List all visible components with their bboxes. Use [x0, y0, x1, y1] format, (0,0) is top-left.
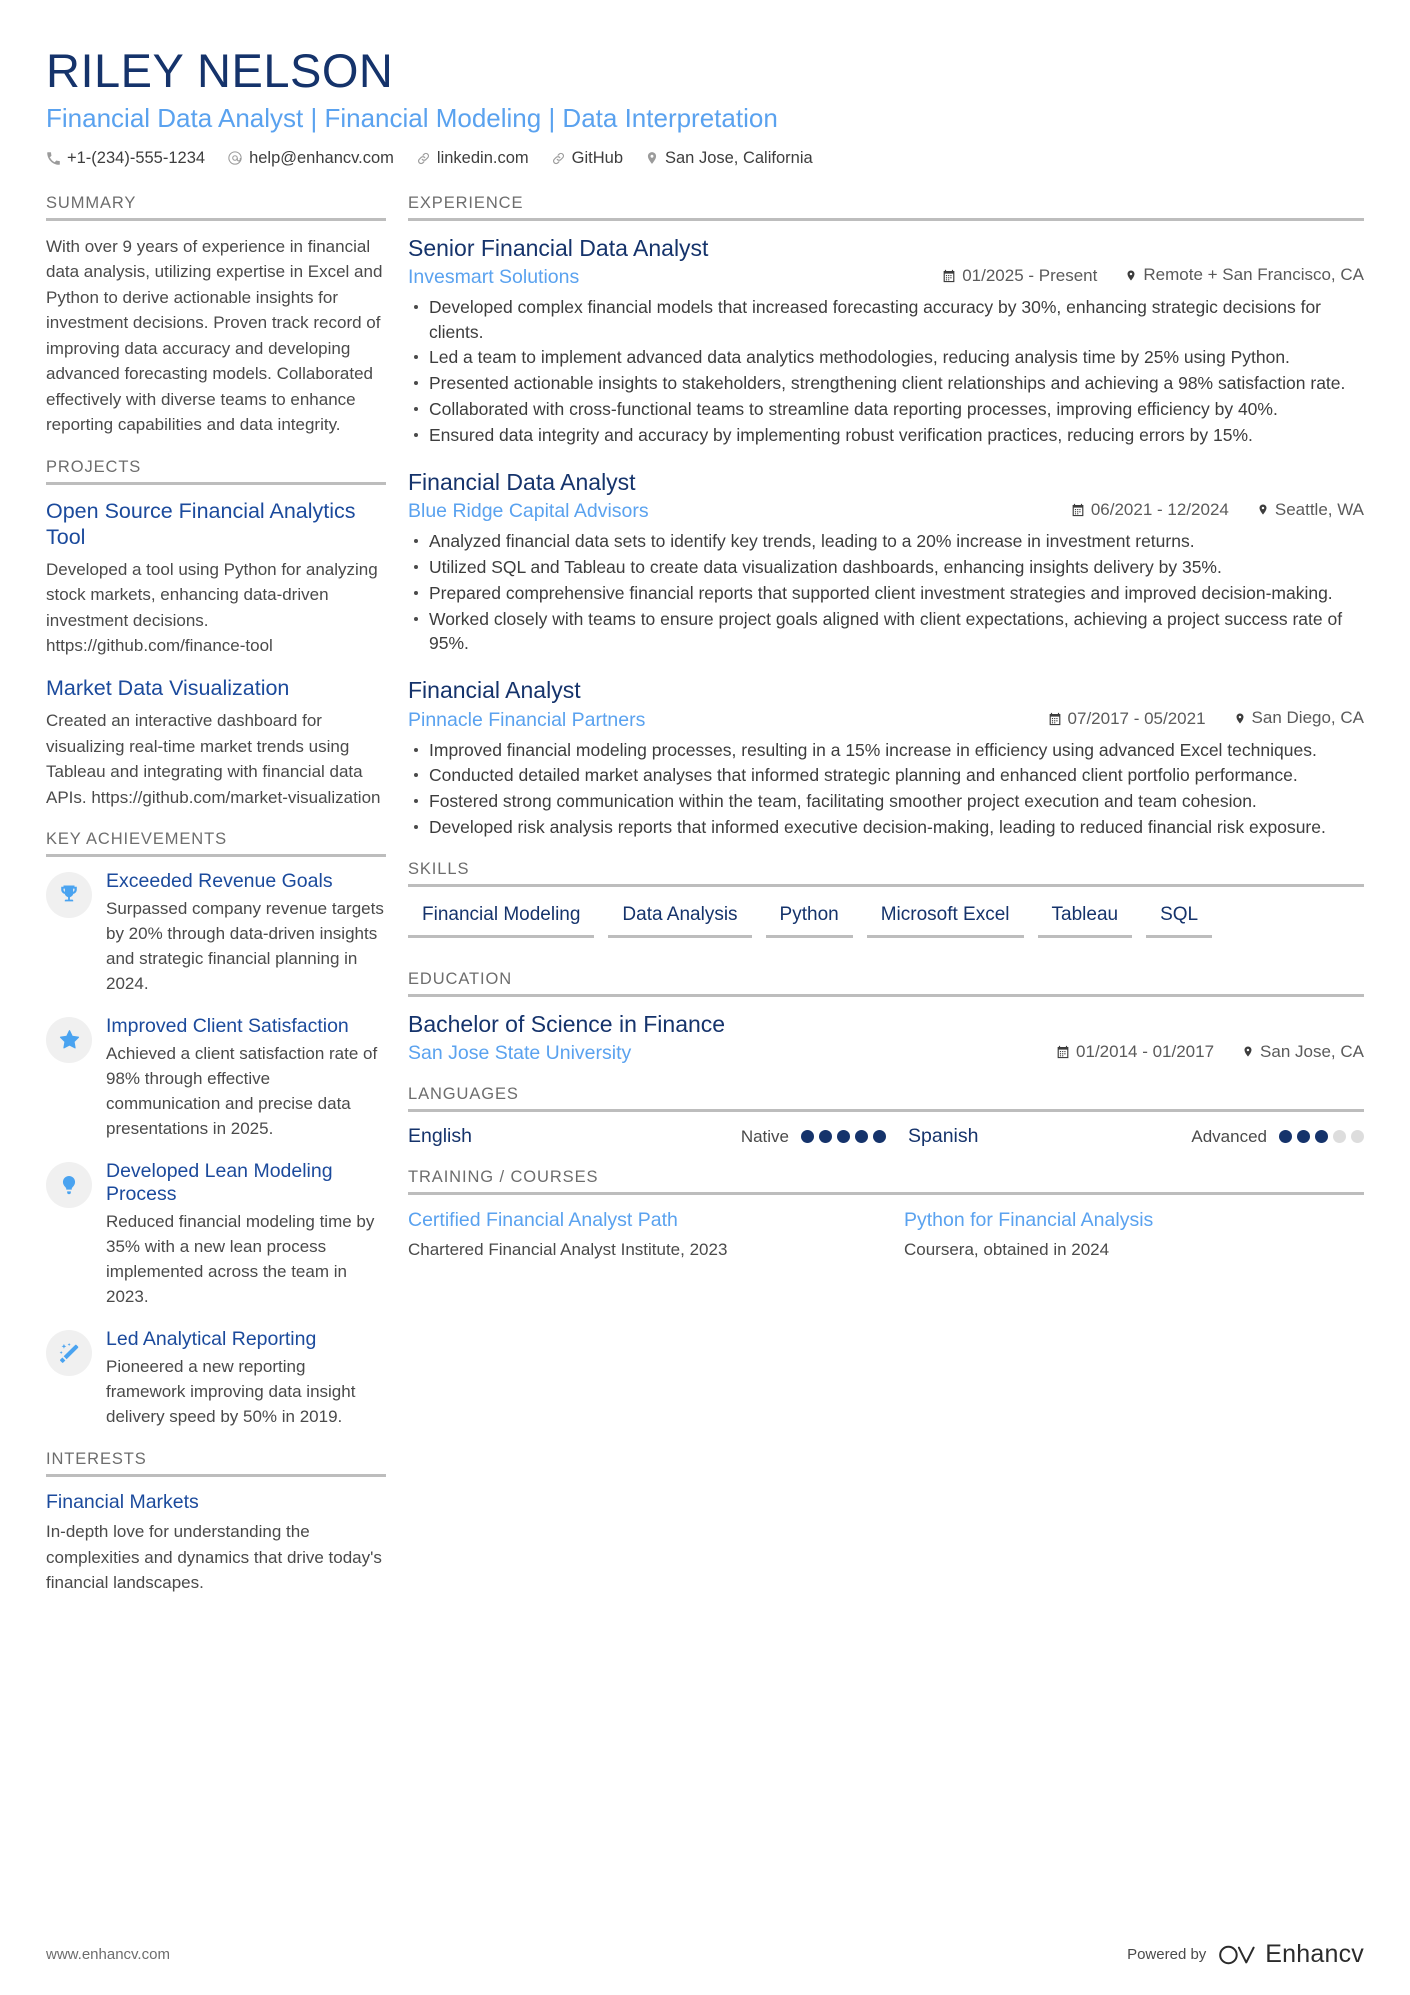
- resume-header: [46, 44, 1364, 174]
- achievement-item: [46, 1160, 386, 1311]
- professional-headline: Financial Data Analyst | Financial Modeling | Data Interpretation: [46, 103, 778, 134]
- section-divider: [408, 1192, 1364, 1195]
- section-divider: [408, 884, 1364, 887]
- interest-description: In-depth love for understanding the complexities and dynamics that drive today's financial landscapes.: [46, 1522, 382, 1593]
- language-rating: [1279, 1130, 1364, 1143]
- job-bullet: Improved financial modeling processes, resulting in a 15% increase in efficiency using advanced Excel techniques.: [408, 738, 1364, 763]
- job-title: Financial Data Analyst: [408, 468, 636, 495]
- interests-section-title: INTERESTS: [46, 1449, 147, 1468]
- skills-list: [408, 900, 1364, 950]
- left-column: [46, 194, 386, 1616]
- training-section: [408, 1168, 1364, 1262]
- email-icon: [227, 150, 243, 166]
- rating-dot: [1315, 1130, 1328, 1143]
- page-footer: [46, 1900, 1364, 1995]
- calendar-icon: [1056, 1045, 1070, 1059]
- location-icon: [1242, 1044, 1254, 1059]
- contact-phone-text: +1-(234)-555-1234: [67, 148, 206, 167]
- languages-list: [408, 1125, 1364, 1148]
- project-item: [46, 498, 386, 659]
- rating-dot: [873, 1130, 886, 1143]
- job-bullet: Collaborated with cross-functional teams to streamline data reporting processes, improving efficiency by 40%.: [408, 397, 1364, 422]
- contact-location: [645, 149, 813, 168]
- job-date: [1071, 500, 1229, 520]
- lightbulb-icon: [46, 1162, 92, 1208]
- calendar-icon: [942, 269, 956, 283]
- language-rating: [801, 1130, 886, 1143]
- job-location: [1125, 265, 1364, 285]
- languages-section-title: LANGUAGES: [408, 1085, 519, 1104]
- achievement-item: [46, 1015, 386, 1142]
- skill-chip: Tableau: [1038, 900, 1133, 938]
- resume-columns: [46, 194, 1364, 1616]
- skill-chip: Financial Modeling: [408, 900, 594, 938]
- achievement-item: [46, 1328, 386, 1430]
- footer-website[interactable]: www.enhancv.com: [46, 1946, 170, 1963]
- job-bullet: Led a team to implement advanced data analytics methodologies, reducing analysis time by 25% using Python.: [408, 345, 1364, 370]
- contact-email[interactable]: [227, 149, 394, 168]
- job-bullet: Analyzed financial data sets to identify key trends, leading to a 20% increase in investment returns.: [408, 529, 1364, 554]
- job-bullet: Developed complex financial models that increased forecasting accuracy by 30%, enhancing strategic decisions for clients.: [408, 295, 1364, 345]
- languages-section: [408, 1085, 1364, 1148]
- contact-linkedin-text: linkedin.com: [436, 148, 529, 167]
- contact-location-text: San Jose, California: [665, 148, 813, 167]
- calendar-icon: [1071, 503, 1085, 517]
- rating-dot: [855, 1130, 868, 1143]
- contact-row: [46, 149, 1364, 174]
- job-title: Financial Analyst: [408, 677, 581, 704]
- achievement-description: Surpassed company revenue targets by 20% through data-driven insights and strategic financial planning in 2024.: [106, 898, 384, 993]
- achievement-description: Achieved a client satisfaction rate of 98% through effective communication and precise data presentations in 2025.: [106, 1043, 378, 1138]
- star-icon: [46, 1017, 92, 1063]
- interest-title: Financial Markets: [46, 1490, 199, 1513]
- summary-section-title: SUMMARY: [46, 193, 137, 212]
- experience-item: [408, 676, 1364, 840]
- project-item: [46, 675, 386, 810]
- education-date: [1056, 1042, 1214, 1062]
- education-school[interactable]: San Jose State University: [408, 1042, 632, 1065]
- contact-phone[interactable]: [46, 149, 205, 168]
- link-icon: [416, 151, 431, 166]
- footer-branding: [1127, 1940, 1364, 1969]
- section-divider: [46, 854, 386, 857]
- job-date-text: 07/2017 - 05/2021: [1067, 708, 1206, 728]
- training-name[interactable]: Certified Financial Analyst Path: [408, 1209, 678, 1232]
- job-company[interactable]: Blue Ridge Capital Advisors: [408, 500, 649, 523]
- skill-chip: Data Analysis: [608, 900, 751, 938]
- project-title[interactable]: Market Data Visualization: [46, 675, 290, 700]
- section-divider: [46, 1474, 386, 1477]
- job-title: Senior Financial Data Analyst: [408, 234, 709, 261]
- enhancv-logo: [1218, 1940, 1364, 1969]
- location-icon: [1257, 502, 1269, 517]
- page-title: RILEY NELSON: [46, 44, 394, 97]
- project-description: Created an interactive dashboard for visualizing real-time market trends using Tableau and integrating with financial data APIs. https://github.com/market-visualization: [46, 711, 381, 807]
- language-name: English: [408, 1125, 472, 1148]
- education-degree: Bachelor of Science in Finance: [408, 1010, 726, 1037]
- education-item: [408, 1010, 1364, 1065]
- interests-section: [46, 1450, 386, 1596]
- achievement-body: [106, 870, 386, 997]
- skill-chip: Python: [766, 900, 853, 938]
- section-divider: [408, 1109, 1364, 1112]
- job-date-text: 06/2021 - 12/2024: [1090, 500, 1229, 520]
- achievement-title: Led Analytical Reporting: [106, 1328, 317, 1351]
- job-bullets: [408, 738, 1364, 840]
- training-description: Chartered Financial Analyst Institute, 2023: [408, 1239, 728, 1259]
- rating-dot-empty: [1333, 1130, 1346, 1143]
- contact-linkedin[interactable]: [416, 149, 529, 168]
- education-date-text: 01/2014 - 01/2017: [1076, 1042, 1215, 1062]
- job-bullet: Utilized SQL and Tableau to create data visualization dashboards, enhancing insights delivery by 35%.: [408, 555, 1364, 580]
- key-achievements-section: [46, 830, 386, 1430]
- job-bullet: Developed risk analysis reports that informed executive decision-making, leading to reduced financial risk exposure.: [408, 815, 1364, 840]
- training-item: [904, 1208, 1364, 1262]
- enhancv-wordmark: Enhancv: [1265, 1940, 1364, 1968]
- job-meta: [408, 500, 1364, 524]
- location-icon: [645, 150, 659, 166]
- skills-section: [408, 860, 1364, 950]
- section-divider: [46, 482, 386, 485]
- job-location: [1234, 708, 1364, 728]
- contact-github[interactable]: [551, 149, 623, 168]
- achievement-body: [106, 1328, 386, 1430]
- interest-item: [46, 1490, 386, 1596]
- link-icon: [551, 151, 566, 166]
- job-location-text: Seattle, WA: [1274, 499, 1364, 519]
- location-icon: [1125, 268, 1137, 283]
- achievement-description: Reduced financial modeling time by 35% with a new lean process implemented across the team in 2023.: [106, 1212, 375, 1307]
- summary-text: With over 9 years of experience in financial data analysis, utilizing expertise in Excel and Python to derive actionable insights for investment decisions. Proven track record of improving data accuracy and developing advanced forecasting models. Collaborated effectively with diverse teams to enhance reporting capabilities and data integrity.: [46, 236, 383, 435]
- training-list: [408, 1208, 1364, 1262]
- rating-dot-empty: [1351, 1130, 1364, 1143]
- job-company[interactable]: Invesmart Solutions: [408, 265, 580, 288]
- education-section-title: EDUCATION: [408, 969, 513, 988]
- education-location-text: San Jose, CA: [1260, 1041, 1364, 1061]
- job-bullet: Prepared comprehensive financial reports that supported client investment strategies and improved decision-making.: [408, 581, 1364, 606]
- job-location-text: Remote + San Francisco, CA: [1143, 265, 1364, 285]
- phone-icon: [46, 151, 61, 166]
- achievement-item: [46, 870, 386, 997]
- location-icon: [1234, 711, 1246, 726]
- training-name[interactable]: Python for Financial Analysis: [904, 1209, 1154, 1232]
- powered-by-label: Powered by: [1127, 1946, 1207, 1963]
- achievement-title: Improved Client Satisfaction: [106, 1014, 349, 1037]
- achievement-title: Developed Lean Modeling Process: [106, 1159, 333, 1206]
- job-date-text: 01/2025 - Present: [962, 265, 1098, 285]
- section-divider: [408, 218, 1364, 221]
- contact-github-text: GitHub: [571, 148, 623, 167]
- job-bullets: [408, 529, 1364, 656]
- key-achievements-section-title: KEY ACHIEVEMENTS: [46, 830, 227, 849]
- language-item: [408, 1125, 886, 1148]
- language-name: Spanish: [908, 1125, 979, 1148]
- education-location: [1242, 1042, 1364, 1062]
- skill-chip: SQL: [1146, 900, 1212, 938]
- job-bullets: [408, 295, 1364, 448]
- projects-section-title: PROJECTS: [46, 457, 142, 476]
- job-bullet: Presented actionable insights to stakeholders, strengthening client relationships and achieving a 98% satisfaction rate.: [408, 371, 1364, 396]
- job-bullet: Conducted detailed market analyses that informed strategic planning and enhanced client portfolio performance.: [408, 763, 1364, 788]
- achievement-title: Exceeded Revenue Goals: [106, 870, 333, 893]
- rating-dot: [1279, 1130, 1292, 1143]
- experience-section: [408, 194, 1364, 840]
- experience-section-title: EXPERIENCE: [408, 193, 524, 212]
- training-section-title: TRAINING / COURSES: [408, 1168, 599, 1187]
- job-bullet: Worked closely with teams to ensure project goals aligned with client expectations, achieving a project success rate of 95%.: [408, 607, 1364, 657]
- calendar-icon: [1048, 712, 1062, 726]
- education-meta: [408, 1042, 1364, 1066]
- skill-chip: Microsoft Excel: [867, 900, 1024, 938]
- skills-section-title: SKILLS: [408, 859, 470, 878]
- trophy-icon: [46, 872, 92, 918]
- achievement-description: Pioneered a new reporting framework improving data insight delivery speed by 50% in 2019.: [106, 1356, 356, 1426]
- rating-dot: [1297, 1130, 1310, 1143]
- education-section: [408, 970, 1364, 1065]
- job-company[interactable]: Pinnacle Financial Partners: [408, 708, 646, 731]
- job-bullet: Ensured data integrity and accuracy by implementing robust verification practices, reducing errors by 15%.: [408, 423, 1364, 448]
- achievement-body: [106, 1160, 386, 1311]
- training-description: Coursera, obtained in 2024: [904, 1239, 1110, 1259]
- language-item: [886, 1125, 1364, 1148]
- contact-email-text: help@enhancv.com: [249, 148, 394, 167]
- right-column: [408, 194, 1364, 1283]
- magic-wand-icon: [46, 1330, 92, 1376]
- enhancv-mark-icon: [1218, 1942, 1258, 1968]
- rating-dot: [837, 1130, 850, 1143]
- job-meta: [408, 265, 1364, 289]
- experience-item: [408, 234, 1364, 448]
- training-item: [408, 1208, 868, 1262]
- job-date: [1048, 709, 1206, 729]
- rating-dot: [801, 1130, 814, 1143]
- language-level: Native: [740, 1126, 789, 1146]
- job-bullet: Fostered strong communication within the team, facilitating smoother project execution and team cohesion.: [408, 789, 1364, 814]
- language-level: Advanced: [1191, 1126, 1267, 1146]
- summary-section: [46, 194, 386, 438]
- rating-dot: [819, 1130, 832, 1143]
- job-location: [1257, 500, 1364, 520]
- job-location-text: San Diego, CA: [1251, 708, 1364, 728]
- achievement-body: [106, 1015, 386, 1142]
- section-divider: [408, 994, 1364, 997]
- section-divider: [46, 218, 386, 221]
- job-date: [942, 266, 1097, 286]
- experience-item: [408, 468, 1364, 656]
- project-title[interactable]: Open Source Financial Analytics Tool: [46, 498, 356, 549]
- projects-section: [46, 458, 386, 811]
- job-meta: [408, 708, 1364, 732]
- project-description: Developed a tool using Python for analyzing stock markets, enhancing data-driven investment decisions. https://github.com/finance-tool: [46, 559, 378, 656]
